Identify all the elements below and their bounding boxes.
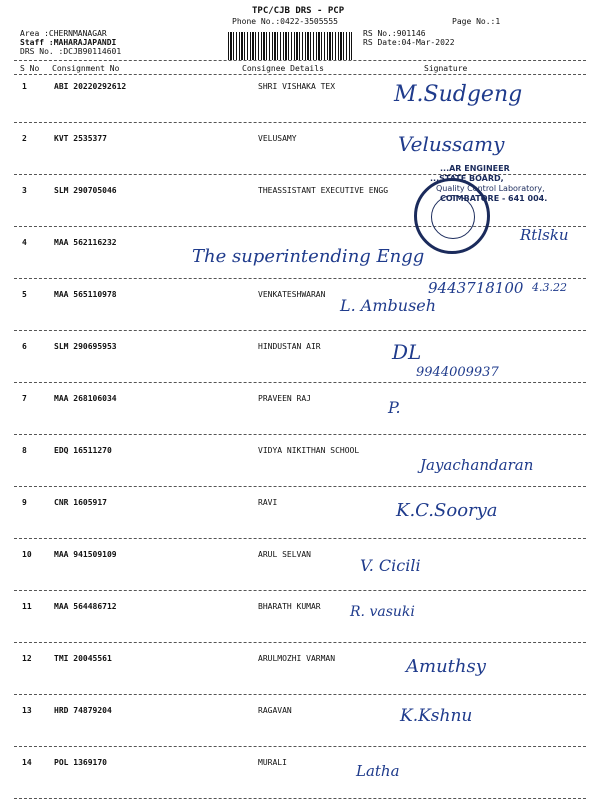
row-sno: 6 bbox=[22, 342, 27, 351]
stamp-line-4: COIMBATORE - 641 004. bbox=[440, 194, 548, 203]
header-bottom-rule bbox=[14, 74, 586, 75]
row4-signature-suffix: Rtlsku bbox=[520, 226, 569, 244]
barcode bbox=[228, 32, 352, 60]
table-row bbox=[0, 130, 600, 182]
row-consignee: ARULMOZHI VARMAN bbox=[258, 654, 336, 663]
row-sno: 9 bbox=[22, 498, 27, 507]
row-consignment-no: MAA 268106034 bbox=[54, 394, 117, 403]
row-consignee: THEASSISTANT EXECUTIVE ENGG bbox=[258, 186, 389, 195]
row-consignment-no: MAA 565110978 bbox=[54, 290, 117, 299]
row-consignee: ARUL SELVAN bbox=[258, 550, 311, 559]
row-signature-handwritten: K.Kshnu bbox=[400, 706, 473, 726]
row-signature-handwritten: Jayachandaran bbox=[420, 456, 534, 474]
row-sno: 10 bbox=[22, 550, 32, 559]
row-separator bbox=[14, 694, 586, 695]
row-signature-handwritten: The superintending Engg bbox=[192, 246, 425, 267]
row-consignment-no: KVT 2535377 bbox=[54, 134, 107, 143]
row-consignment-no: POL 1369170 bbox=[54, 758, 107, 767]
row-consignee: VELUSAMY bbox=[258, 134, 297, 143]
col-consignee: Consignee Details bbox=[242, 64, 324, 73]
table-row bbox=[0, 650, 600, 702]
row-sno: 4 bbox=[22, 238, 27, 247]
row-consignee: PRAVEEN RAJ bbox=[258, 394, 311, 403]
row-signature-handwritten: Latha bbox=[356, 762, 400, 780]
row-sno: 12 bbox=[22, 654, 32, 663]
row5-date-handwritten: 4.3.22 bbox=[532, 281, 567, 294]
drs-number: DRS No. :DCJB90114601 bbox=[20, 47, 122, 56]
table-row bbox=[0, 754, 600, 806]
row-consignee: HINDUSTAN AIR bbox=[258, 342, 321, 351]
document-title: TPC/CJB DRS - PCP bbox=[252, 6, 345, 16]
row-consignee: MURALI bbox=[258, 758, 287, 767]
col-sno: S No bbox=[20, 64, 40, 73]
table-row bbox=[0, 442, 600, 494]
row-separator bbox=[14, 486, 586, 487]
row-signature-handwritten: K.C.Soorya bbox=[396, 500, 498, 521]
row5-phone-handwritten: 9443718100 bbox=[428, 279, 524, 297]
stamp-line-2: ...STATE BOARD, bbox=[430, 174, 504, 183]
row-consignee: BHARATH KUMAR bbox=[258, 602, 321, 611]
row-signature-handwritten: P. bbox=[388, 398, 401, 417]
stamp-line-3: Quality Control Laboratory, bbox=[436, 184, 545, 193]
row-consignee: VENKATESHWARAN bbox=[258, 290, 326, 299]
row-separator bbox=[14, 746, 586, 747]
row-sno: 7 bbox=[22, 394, 27, 403]
rs-date: RS Date:04-Mar-2022 bbox=[363, 38, 455, 47]
row-consignment-no: MAA 941509109 bbox=[54, 550, 117, 559]
seal-inner-ring bbox=[431, 195, 475, 239]
area-label: Area :CHERNMANAGAR bbox=[20, 29, 107, 38]
row-separator bbox=[14, 122, 586, 123]
staff-label: Staff :MAHARAJAPANDI bbox=[20, 38, 117, 47]
official-seal bbox=[414, 178, 490, 254]
row-sno: 3 bbox=[22, 186, 27, 195]
row-separator bbox=[14, 642, 586, 643]
row-signature-handwritten: R. vasuki bbox=[350, 604, 415, 620]
row-sno: 11 bbox=[22, 602, 32, 611]
table-row bbox=[0, 390, 600, 442]
row-consignment-no: TMI 20045561 bbox=[54, 654, 112, 663]
row7-phone-handwritten: 9944009937 bbox=[416, 365, 499, 380]
row-consignment-no: ABI 20220292612 bbox=[54, 82, 127, 91]
row-consignment-no: SLM 290705046 bbox=[54, 186, 117, 195]
row-consignee: RAGAVAN bbox=[258, 706, 292, 715]
row-signature-handwritten: Amuthsy bbox=[406, 656, 486, 677]
row-consignee: RAVI bbox=[258, 498, 278, 507]
rs-number: RS No.:901146 bbox=[363, 29, 426, 38]
row-signature-handwritten: M.Sudgeng bbox=[394, 82, 523, 107]
row-consignee: SHRI VISHAKA TEX bbox=[258, 82, 336, 91]
table-row bbox=[0, 78, 600, 130]
row-sno: 13 bbox=[22, 706, 32, 715]
row-consignee: VIDYA NIKITHAN SCHOOL bbox=[258, 446, 360, 455]
col-signature: Signature bbox=[424, 64, 468, 73]
table-row bbox=[0, 702, 600, 754]
row-separator bbox=[14, 538, 586, 539]
row-separator bbox=[14, 434, 586, 435]
row-sno: 14 bbox=[22, 758, 32, 767]
row-signature-handwritten: Velussamy bbox=[398, 132, 505, 156]
row-separator bbox=[14, 798, 586, 799]
row-signature-handwritten: V. Cicili bbox=[360, 556, 421, 575]
col-consignment: Consignment No bbox=[52, 64, 120, 73]
row-sno: 2 bbox=[22, 134, 27, 143]
row-consignment-no: MAA 562116232 bbox=[54, 238, 117, 247]
row-consignment-no: SLM 290695953 bbox=[54, 342, 117, 351]
table-row bbox=[0, 598, 600, 650]
row-sno: 5 bbox=[22, 290, 27, 299]
row-sno: 8 bbox=[22, 446, 27, 455]
row-consignment-no: MAA 564486712 bbox=[54, 602, 117, 611]
row-sno: 1 bbox=[22, 82, 27, 91]
header-top-rule bbox=[14, 60, 586, 61]
row-separator bbox=[14, 590, 586, 591]
row-consignment-no: EDQ 16511270 bbox=[54, 446, 112, 455]
row-separator bbox=[14, 330, 586, 331]
table-row bbox=[0, 338, 600, 390]
table-row bbox=[0, 494, 600, 546]
row-signature-handwritten: L. Ambuseh bbox=[340, 296, 437, 315]
table-row bbox=[0, 546, 600, 598]
row-signature-handwritten: DL bbox=[392, 340, 422, 364]
row-separator bbox=[14, 382, 586, 383]
row-separator bbox=[14, 226, 586, 227]
page-number: Page No.:1 bbox=[452, 17, 501, 26]
phone-number: Phone No.:0422-3505555 bbox=[232, 17, 338, 26]
stamp-line-1: ...AR ENGINEER bbox=[440, 164, 510, 173]
row-consignment-no: CNR 1605917 bbox=[54, 498, 107, 507]
row-consignment-no: HRD 74879204 bbox=[54, 706, 112, 715]
